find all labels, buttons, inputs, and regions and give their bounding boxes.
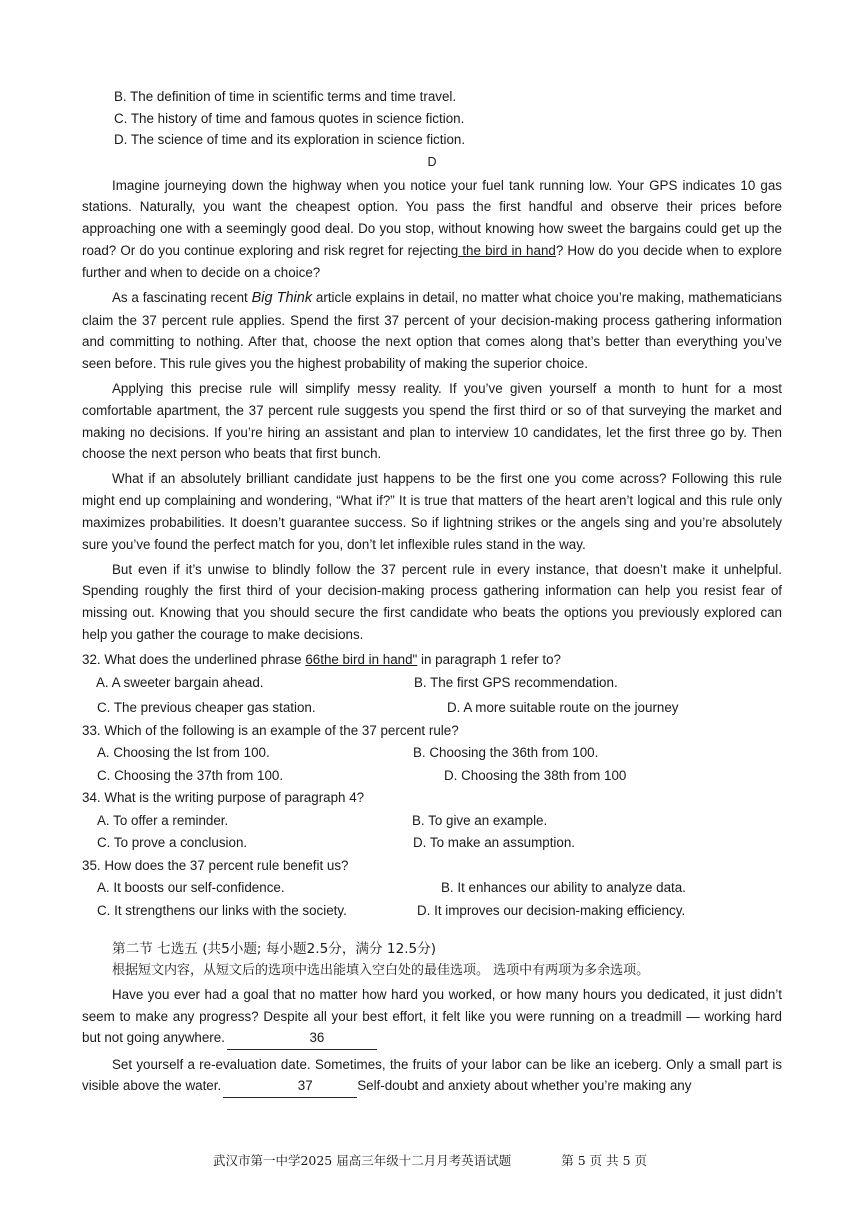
- question-stem: 35. How does the 37 percent rule benefit us?: [82, 857, 349, 873]
- option-d: D. The science of time and its exploration in science fiction.: [114, 132, 466, 148]
- question-stem: 33. Which of the following is an example of the 37 percent rule?: [82, 722, 459, 738]
- option-a: A. Choosing the lst from 100.: [97, 745, 270, 761]
- question-33: [82, 720, 782, 788]
- option-row: [82, 877, 782, 900]
- option-b: B. To give an example.: [412, 812, 548, 828]
- option-c: C. The previous cheaper gas station.: [97, 700, 316, 716]
- paragraph-2-text-a: As a fascinating recent: [112, 289, 252, 305]
- article-source: Big Think: [251, 289, 313, 306]
- option-row: [82, 810, 782, 833]
- section-title: 第二节 七选五 (共5小题; 每小题2.5分，满分 12.5分): [112, 941, 437, 958]
- section-2-paragraph-2-text-b: Self-doubt and anxiety about whether you’re making any: [357, 1078, 692, 1094]
- paragraph-2: [82, 287, 782, 375]
- option-d: D. To make an assumption.: [413, 835, 576, 851]
- option-a: A. A sweeter bargain ahead.: [96, 674, 264, 690]
- option-row: [82, 765, 782, 788]
- stem-underlined-phrase: 66the bird in hand": [305, 652, 418, 668]
- option-row: [82, 697, 782, 720]
- section-2-paragraph-2-text-a: Set yourself a re-evaluation date. Sometimes, the fruits of your labor can be like an iceberg. Only a small part is visible above the water.: [82, 1056, 782, 1094]
- option-b: B. It enhances our ability to analyze data.: [441, 880, 686, 896]
- section-2-paragraph-1-text: Have you ever had a goal that no matter how hard you worked, or how many hours you dedicated, it just didn’t seem to make any progress? Despite all your best effort, it felt like you were running on a treadmill — working hard but not going anywhere.: [82, 987, 782, 1046]
- option-row: [82, 832, 782, 855]
- section-instruction: 根据短文内容，从短文后的选项中选出能填入空白处的最佳选项。 选项中有两项为多余选项。: [112, 963, 650, 979]
- question-stem: [82, 649, 782, 672]
- stem-text-b: in paragraph 1 refer to?: [417, 652, 561, 668]
- option-row: [82, 742, 782, 765]
- paragraph-5: But even if it’s unwise to blindly follow the 37 percent rule in every instance, that doesn’t make it unhelpful. Spending roughly the first third of your decision-making process gathering information can help you resist fear of missing out. Knowing that you should secure the first candidate who beats the options you previously explored can help you gather the courage to make decisions.: [82, 561, 782, 642]
- option-row: [82, 672, 782, 695]
- section-2-paragraph-2: [82, 1054, 782, 1098]
- option-d: D. A more suitable route on the journey: [447, 700, 679, 716]
- option-d: D. It improves our decision-making efficiency.: [417, 902, 686, 918]
- footer-page-number: 第 5 页 共 5 页: [561, 1153, 648, 1168]
- passage-d: [82, 175, 782, 646]
- section-2-passage: [82, 984, 782, 1098]
- option-row: [82, 900, 782, 923]
- question-32: [82, 649, 782, 720]
- option-d: D. Choosing the 38th from 100: [444, 767, 627, 783]
- question-stem: 34. What is the writing purpose of paragraph 4?: [82, 790, 365, 806]
- question-35: [82, 855, 782, 923]
- paragraph-1-text-b: ? How do you decide when to explore further and when to decide on a choice?: [82, 242, 782, 280]
- paragraph-1: [82, 175, 782, 284]
- previous-question-options: [82, 86, 782, 151]
- paragraph-3: Applying this precise rule will simplify messy reality. If you’ve given yourself a month to hunt for a most comfortable apartment, the 37 percent rule suggests you spend the first third or so of that surveying the market and making no decisions. If you’re hiring an assistant and plan to interview 10 candidates, let the first three go by. Then choose the next person who beats that first bunch.: [82, 381, 782, 462]
- paragraph-1-text-a: Imagine journeying down the highway when you notice your fuel tank running low. Your GPS indicates 10 gas stations. Naturally, you want the cheapest option. You pass the first handful and observe their prices before approaching one with a seemingly good deal. Do you stop, without knowing how sweet the bargains could get up the road? Or do you continue exploring and risk regret for rejecting: [82, 177, 782, 258]
- blank-37[interactable]: 37: [223, 1075, 357, 1098]
- option-c: C. To prove a conclusion.: [97, 835, 248, 851]
- paragraph-2-text-b: article explains in detail, no matter what choice you’re making, mathematicians claim the 37 percent rule applies. Spend the first 37 percent of your decision-making process gathering information and committing to nothing. After that, choose the next option that comes along that’s better than everything you’ve seen before. This rule gives you the highest probability of making the superior choice.: [82, 289, 782, 371]
- option-a: A. It boosts our self-confidence.: [97, 880, 285, 896]
- section-2-paragraph-1: [82, 984, 782, 1050]
- option-b: B. The first GPS recommendation.: [414, 674, 618, 690]
- passage-letter: D: [427, 154, 437, 169]
- option-c: C. Choosing the 37th from 100.: [97, 767, 284, 783]
- option-c: C. The history of time and famous quotes in science fiction.: [114, 110, 465, 126]
- paragraph-4: What if an absolutely brilliant candidate just happens to be the first one you come across? Following this rule might end up complaining and wondering, “What if?” It is true that matters of the heart aren’t logical and this rule only maximizes probabilities. It doesn’t guarantee success. So if lightning strikes or the angels sing and you’re absolutely sure you’ve found the perfect match for you, don’t let inflexible rules stand in the way.: [82, 471, 782, 552]
- blank-36[interactable]: 36: [227, 1027, 377, 1050]
- exam-page: [82, 86, 782, 1102]
- page-footer: [0, 1151, 860, 1169]
- footer-school: 武汉市第一中学2025 届高三年级十二月月考英语试题: [212, 1153, 512, 1168]
- option-b: B. The definition of time in scientific terms and time travel.: [114, 89, 457, 104]
- option-c: C. It strengthens our links with the society.: [97, 902, 347, 918]
- underlined-phrase: the bird in hand: [458, 242, 556, 258]
- option-b: B. Choosing the 36th from 100.: [413, 745, 599, 761]
- stem-text-a: 32. What does the underlined phrase: [82, 652, 306, 668]
- option-a: A. To offer a reminder.: [97, 812, 229, 828]
- question-34: [82, 787, 782, 855]
